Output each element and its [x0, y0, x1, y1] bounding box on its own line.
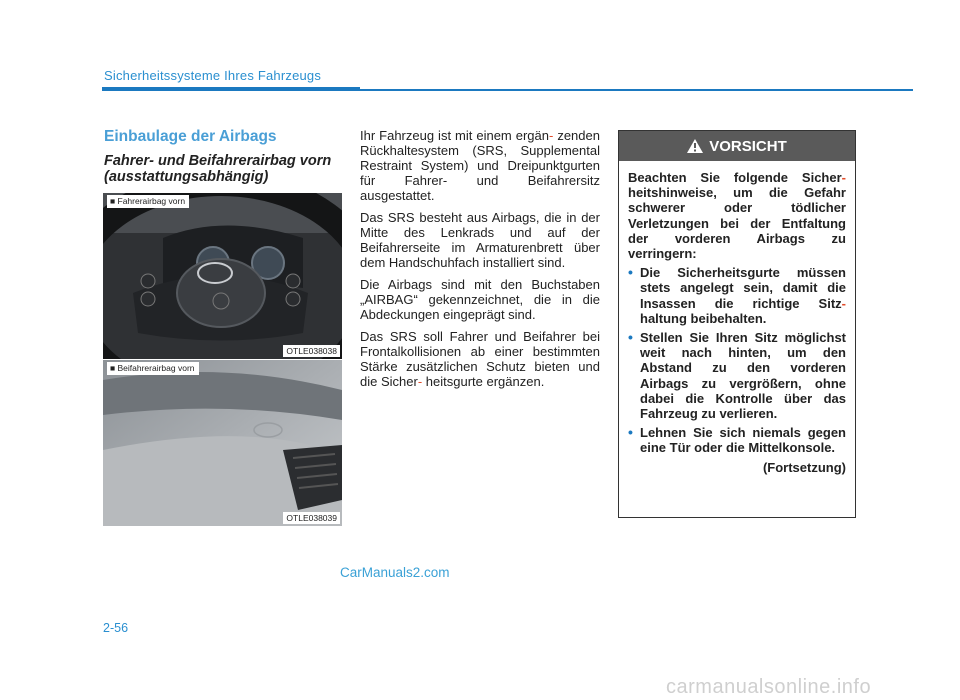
watermark-link[interactable]: CarManuals2.com	[340, 565, 450, 580]
image-code: OTLE038038	[283, 345, 340, 357]
bullet-icon: •	[628, 329, 633, 346]
caution-box	[618, 130, 856, 518]
section-title: Einbaulage der Airbags	[104, 128, 277, 145]
warning-triangle-icon	[687, 139, 703, 153]
caution-heading: VORSICHT	[709, 137, 787, 155]
image-code: OTLE038039	[283, 512, 340, 524]
caution-bullet: • Stellen Sie Ihren Sitz möglichst weit nach hinten, um den Abstand zu den vorderen Airbags zu vergrößern, ohne dabei die Kontrolle über das Fahrzeug zu verlieren.	[628, 329, 846, 422]
caution-bullet: • Die Sicherheitsgurte müssen stets angelegt sein, damit die Insassen die richtige Sitz- haltung beibehalten.	[628, 264, 846, 326]
caution-header	[619, 131, 855, 161]
bullet-icon: •	[628, 264, 633, 281]
steering-wheel-illustration	[103, 193, 342, 359]
paragraph: Das SRS soll Fahrer und Beifahrer bei Frontalkollisionen ab einer bestimmten Stärke zusätzlichen Schutz bieten und die Sicher- heitsgurte ergänzen.	[360, 329, 600, 389]
paragraph: Die Airbags sind mit den Buchstaben „AIRBAG“ gekennzeichnet, die in die Abdeckungen eingeprägt sind.	[360, 277, 600, 322]
header-title: Sicherheitssysteme Ihres Fahrzeugs	[104, 68, 322, 83]
site-watermark: carmanualsonline.info	[666, 676, 872, 698]
image-caption: ■ Beifahrerairbag vorn	[107, 362, 199, 375]
caution-body	[619, 161, 855, 475]
header-rule	[360, 89, 913, 91]
page-number: 2-56	[103, 621, 129, 635]
image-caption: ■ Fahrerairbag vorn	[107, 195, 189, 208]
section-subtitle: Fahrer- und Beifahrerairbag vorn (ausstattungsabhängig)	[104, 153, 332, 185]
paragraph: Das SRS besteht aus Airbags, die in der Mitte des Lenkrads und auf der Beifahrerseite im Armaturenbrett über dem Handschuhfach installiert sind.	[360, 210, 600, 270]
body-text	[360, 128, 600, 396]
caution-bullet: • Lehnen Sie sich niemals gegen eine Tür oder die Mittelkonsole.	[628, 424, 846, 456]
continuation-note: (Fortsetzung)	[762, 459, 846, 475]
dashboard-illustration	[103, 360, 342, 526]
caution-intro: Beachten Sie folgende Sicher- heitshinweise, um die Gefahr schwerer oder tödlicher Verletzungen bei der Entfaltung der vorderen Airbags zu verringern:	[628, 170, 846, 262]
driver-airbag-photo	[103, 193, 342, 359]
header-rule-accent	[102, 87, 360, 91]
paragraph: Ihr Fahrzeug ist mit einem ergän- zenden Rückhaltesystem (SRS, Supplemental Restraint System) und Dreipunktgurten für Fahrer- und Beifahrersitz ausgestattet.	[360, 128, 600, 203]
bullet-icon: •	[628, 424, 633, 441]
passenger-airbag-photo	[103, 360, 342, 526]
